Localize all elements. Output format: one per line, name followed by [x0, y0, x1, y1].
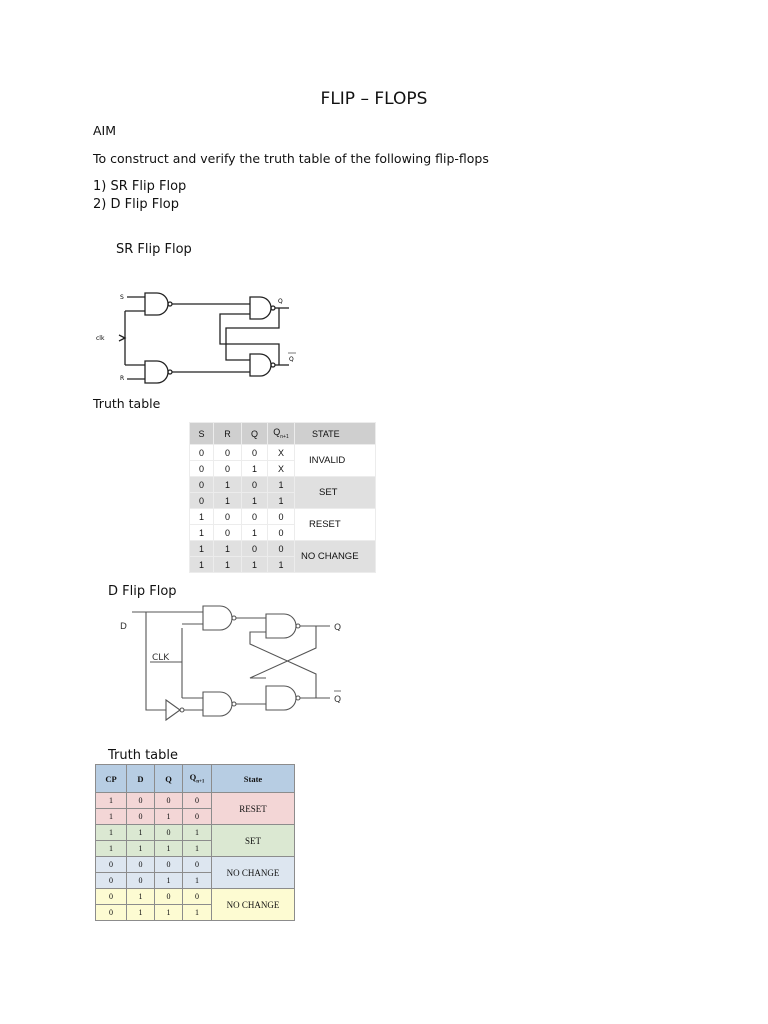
table-cell: 0: [190, 445, 214, 461]
table-cell: 0: [96, 873, 127, 889]
table-cell: 0: [190, 477, 214, 493]
nand-gate: [145, 293, 168, 315]
table-cell: 1: [155, 841, 183, 857]
table-cell: 1: [96, 809, 127, 825]
nand-gate: [250, 354, 271, 376]
nand-gate: [145, 361, 168, 383]
table-cell: 1: [183, 841, 212, 857]
table-cell: 1: [242, 525, 268, 541]
s-label: S: [120, 294, 124, 301]
table-cell: 1: [214, 477, 242, 493]
table-row: [96, 793, 295, 809]
table-cell: 1: [268, 557, 295, 573]
state-cell: SET: [212, 825, 295, 857]
q-next-header: Q: [189, 772, 197, 783]
table-cell: 1: [190, 541, 214, 557]
sr-section-heading: SR Flip Flop: [116, 242, 192, 257]
nand-gate: [203, 606, 232, 630]
table-header: Q: [242, 423, 268, 445]
page-title: FLIP – FLOPS: [320, 89, 428, 109]
table-cell: 1: [214, 493, 242, 509]
table-cell: 1: [183, 825, 212, 841]
table-cell: 0: [96, 857, 127, 873]
table-cell: 1: [183, 905, 212, 921]
table-cell: 0: [127, 873, 155, 889]
table-cell: 0: [268, 509, 295, 525]
list-item: 1) SR Flip Flop: [93, 179, 187, 194]
table-cell: 1: [183, 873, 212, 889]
nand-gate: [266, 614, 296, 638]
table-cell: 0: [242, 445, 268, 461]
state-cell: RESET: [212, 793, 295, 825]
table-cell: 1: [96, 841, 127, 857]
table-cell: 1: [268, 493, 295, 509]
aim-text: To construct and verify the truth table of the following flip-flops: [93, 151, 489, 166]
table-cell: 0: [96, 905, 127, 921]
not-gate: [166, 700, 180, 720]
table-cell: 0: [127, 857, 155, 873]
table-header: $Q_{n+1}$: [268, 423, 295, 445]
table-row: [190, 541, 376, 557]
table-cell: 1: [190, 557, 214, 573]
clk-label: clk: [96, 335, 105, 342]
table-header: Q: [155, 765, 183, 793]
table-cell: 0: [268, 541, 295, 557]
q-label: Q: [278, 298, 283, 305]
table-cell: 0: [242, 477, 268, 493]
d-section-heading: D Flip Flop: [108, 584, 177, 599]
table-cell: 1: [242, 557, 268, 573]
table-cell: X: [268, 461, 295, 477]
table-header: R: [214, 423, 242, 445]
table-cell: 1: [242, 493, 268, 509]
table-row: [96, 825, 295, 841]
sr-truth-table: [189, 422, 376, 573]
nand-gate: [266, 686, 296, 710]
state-cell: SET: [295, 477, 376, 509]
table-cell: 1: [242, 461, 268, 477]
nand-gate: [250, 297, 271, 319]
table-cell: 1: [127, 905, 155, 921]
table-header: STATE: [295, 423, 376, 445]
table-cell: 0: [183, 793, 212, 809]
d-truth-table: [95, 764, 295, 921]
table-cell: 0: [214, 509, 242, 525]
table-cell: 0: [183, 809, 212, 825]
aim-heading: AIM: [93, 123, 117, 138]
q-next-header: Q: [273, 427, 281, 438]
table-cell: 1: [190, 525, 214, 541]
table-header: State: [212, 765, 295, 793]
table-header: S: [190, 423, 214, 445]
table-cell: 1: [155, 873, 183, 889]
table-cell: 1: [190, 509, 214, 525]
table-cell: 0: [96, 889, 127, 905]
table-cell: 0: [190, 461, 214, 477]
state-cell: RESET: [295, 509, 376, 541]
table-cell: 0: [214, 445, 242, 461]
table-cell: 1: [96, 793, 127, 809]
sr-flip-flop-diagram: [93, 285, 308, 385]
table-cell: 0: [127, 809, 155, 825]
table-cell: 0: [190, 493, 214, 509]
table-cell: 0: [183, 889, 212, 905]
r-label: R: [120, 375, 125, 382]
table-cell: 0: [268, 525, 295, 541]
table-cell: 1: [96, 825, 127, 841]
d-flip-flop-diagram: [110, 598, 360, 728]
table-cell: 0: [242, 509, 268, 525]
table-cell: 0: [155, 793, 183, 809]
table-header: D: [127, 765, 155, 793]
d-label: D: [120, 622, 127, 632]
table-cell: 1: [268, 477, 295, 493]
table-row: [96, 889, 295, 905]
q-label: Q: [334, 623, 342, 633]
table-header: CP: [96, 765, 127, 793]
clk-label: CLK: [152, 653, 170, 663]
table-cell: 0: [183, 857, 212, 873]
table-cell: 1: [127, 825, 155, 841]
table-header: $Q_{n+1}$: [183, 765, 212, 793]
table-cell: 0: [127, 793, 155, 809]
state-cell: INVALID: [295, 445, 376, 477]
table-cell: 1: [127, 889, 155, 905]
state-cell: NO CHANGE: [295, 541, 376, 573]
table-cell: 0: [155, 825, 183, 841]
table-row: [96, 857, 295, 873]
state-cell: NO CHANGE: [212, 857, 295, 889]
list-item: 2) D Flip Flop: [93, 197, 179, 212]
table-cell: 0: [155, 889, 183, 905]
d-truth-table-heading: Truth table: [108, 748, 179, 763]
table-row: [190, 445, 376, 461]
table-cell: X: [268, 445, 295, 461]
nand-gate: [203, 692, 232, 716]
sr-truth-table-heading: Truth table: [93, 396, 161, 411]
qbar-label: Q: [289, 356, 294, 363]
table-cell: 0: [214, 461, 242, 477]
qbar-label: Q: [334, 695, 342, 705]
table-row: [190, 509, 376, 525]
table-cell: 1: [127, 841, 155, 857]
table-cell: 1: [214, 557, 242, 573]
table-cell: 1: [155, 809, 183, 825]
table-cell: 1: [155, 905, 183, 921]
state-cell: NO CHANGE: [212, 889, 295, 921]
table-cell: 1: [214, 541, 242, 557]
table-cell: 0: [214, 525, 242, 541]
table-cell: 0: [242, 541, 268, 557]
table-row: [190, 477, 376, 493]
table-cell: 0: [155, 857, 183, 873]
